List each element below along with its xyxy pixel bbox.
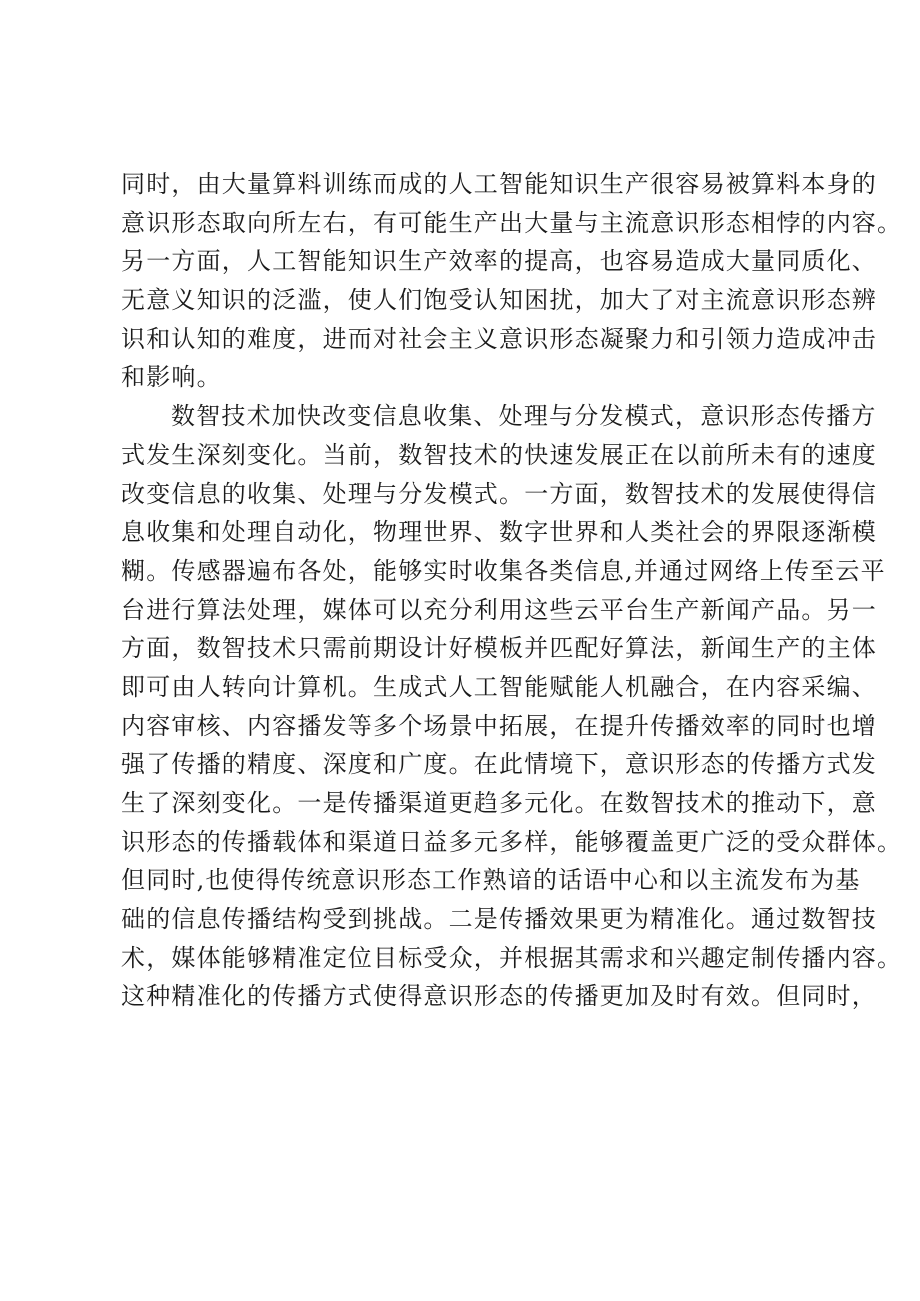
text-line: 生了深刻变化。一是传播渠道更趋多元化。在数智技术的推动下，意 xyxy=(121,789,877,817)
text-line: 术，媒体能够精准定位目标受众，并根据其需求和兴趣定制传播内容。 xyxy=(121,943,903,972)
text-line: 这种精准化的传播方式使得意识形态的传播更加及时有效。但同时， xyxy=(121,982,877,1011)
text-line: 础的信息传播结构受到挑战。二是传播效果更为精准化。通过数智技 xyxy=(121,905,877,934)
text-line: 和影响。 xyxy=(121,363,222,392)
text-line: 无意义知识的泛滥，使人们饱受认知困扰，加大了对主流意识形态辨 xyxy=(121,286,877,315)
text-line: 数智技术加快改变信息收集、处理与分发模式，意识形态传播方 xyxy=(171,402,877,431)
text-line: 内容审核、内容播发等多个场景中拓展，在提升传播效率的同时也增 xyxy=(121,711,877,740)
text-line: 意识形态取向所左右，有可能生产出大量与主流意识形态相悖的内容。 xyxy=(121,208,903,237)
text-line: 同时，由大量算料训练而成的人工智能知识生产很容易被算料本身的 xyxy=(121,170,877,198)
text-line: 即可由人转向计算机。生成式人工智能赋能人机融合，在内容采编、 xyxy=(121,672,877,701)
text-line: 识形态的传播载体和渠道日益多元多样，能够覆盖更广泛的受众群体。 xyxy=(121,827,903,856)
document-body xyxy=(121,165,903,1016)
paragraph-1 xyxy=(121,165,903,397)
text-line: 台进行算法处理，媒体可以充分利用这些云平台生产新闻产品。另一 xyxy=(121,595,877,624)
text-line: 但同时,也使得传统意识形态工作熟谙的话语中心和以主流发布为基 xyxy=(121,866,861,895)
text-line: 糊。传感器遍布各处，能够实时收集各类信息,并通过网络上传至云平 xyxy=(121,556,886,585)
text-line: 式发生深刻变化。当前，数智技术的快速发展正在以前所未有的速度 xyxy=(121,440,877,469)
text-line: 识和认知的难度，进而对社会主义意识形态凝聚力和引领力造成冲击 xyxy=(121,324,877,353)
text-line: 息收集和处理自动化，物理世界、数字世界和人类社会的界限逐渐模 xyxy=(121,518,877,547)
paragraph-2 xyxy=(121,397,903,1016)
text-line: 另一方面，人工智能知识生产效率的提高，也容易造成大量同质化、 xyxy=(121,247,877,276)
text-line: 方面，数智技术只需前期设计好模板并匹配好算法，新闻生产的主体 xyxy=(121,634,877,663)
text-line: 强了传播的精度、深度和广度。在此情境下，意识形态的传播方式发 xyxy=(121,750,877,779)
text-line: 改变信息的收集、处理与分发模式。一方面，数智技术的发展使得信 xyxy=(121,479,877,508)
